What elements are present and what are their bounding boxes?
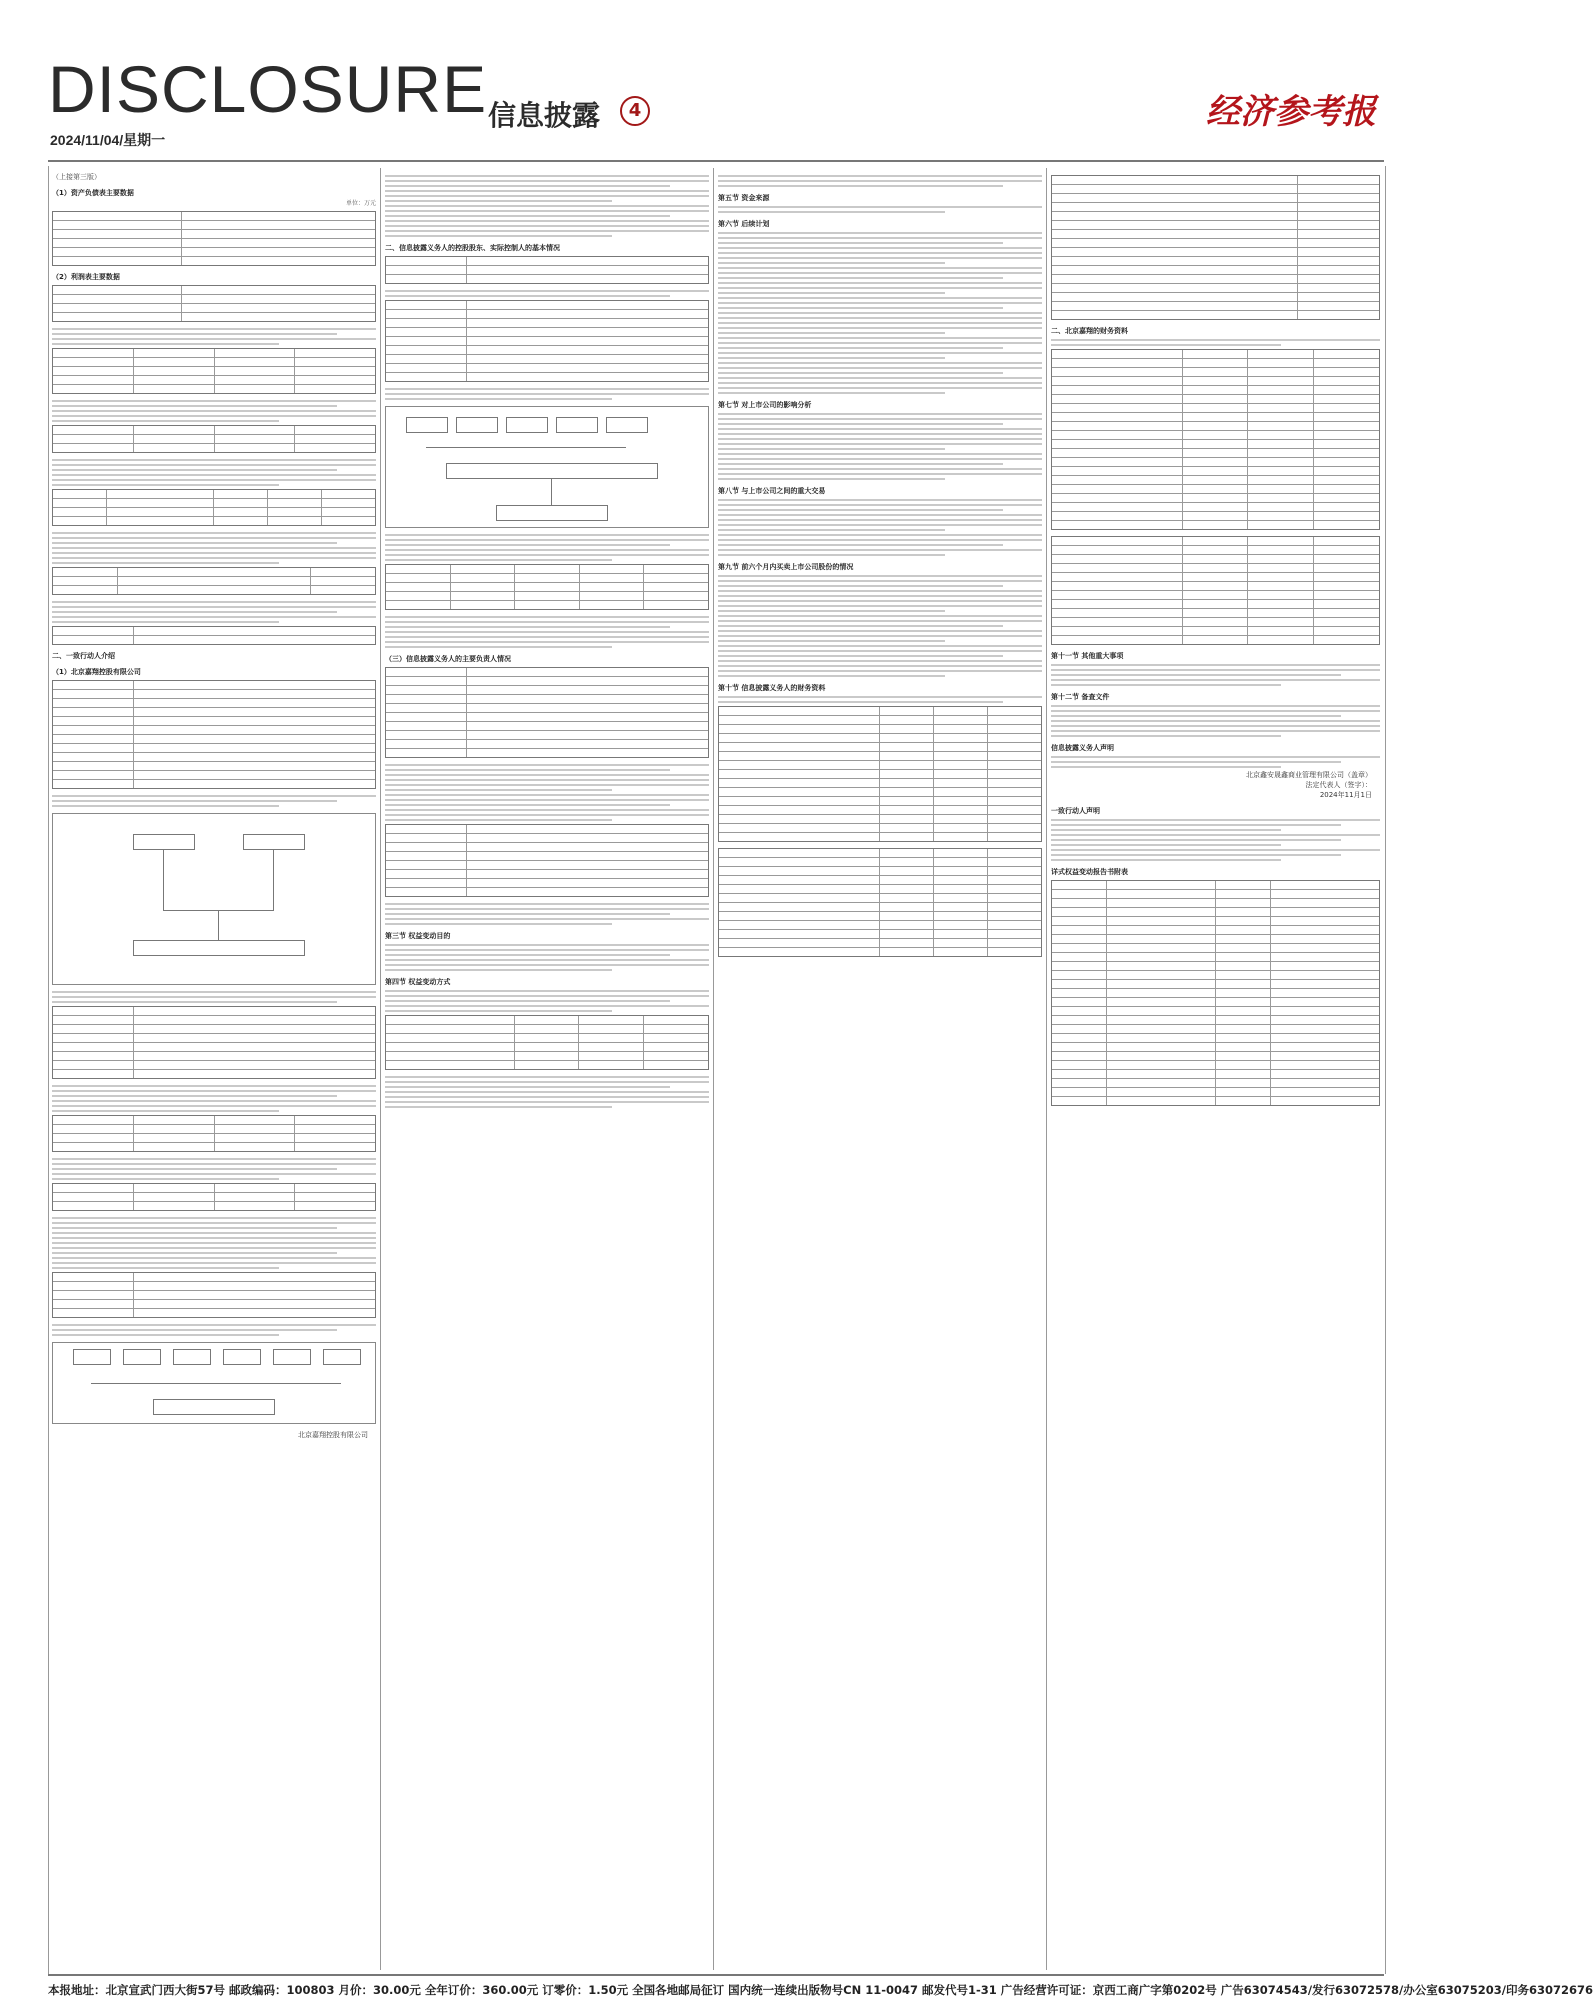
data-table	[1051, 536, 1380, 645]
ownership-chart	[52, 813, 376, 985]
column-divider	[1046, 168, 1047, 1970]
section-heading: 第三节 权益变动目的	[385, 932, 451, 940]
data-table	[52, 1006, 376, 1079]
page-number-badge: 4	[620, 96, 650, 126]
data-table	[52, 285, 376, 322]
column-2	[385, 172, 709, 1966]
section-heading: （2）利润表主要数据	[52, 273, 120, 281]
issue-date: 2024/11/04/星期一	[50, 132, 166, 148]
unit-label: 单位：万元	[345, 200, 376, 207]
data-table	[1051, 175, 1380, 320]
data-table	[718, 706, 1042, 842]
column-1	[52, 172, 376, 1966]
data-table	[52, 348, 376, 394]
data-table	[385, 824, 709, 897]
data-table	[718, 848, 1042, 957]
section-title: 信息披露	[488, 99, 601, 132]
data-table	[385, 564, 709, 610]
section-heading: 第六节 后续计划	[718, 220, 770, 228]
data-table	[52, 567, 376, 595]
masthead	[48, 52, 1384, 148]
data-table	[52, 680, 376, 789]
section-heading: 第十一节 其他重大事项	[1051, 652, 1124, 660]
signature-date: 2024年11月1日	[1319, 791, 1372, 799]
brand-title: DISCLOSURE	[48, 52, 488, 126]
section-heading: 第七节 对上市公司的影响分析	[718, 401, 812, 409]
footer-rule	[48, 1974, 1384, 1976]
section-heading: 第九节 前六个月内买卖上市公司股份的情况	[718, 563, 854, 571]
data-table	[385, 256, 709, 284]
data-table	[385, 300, 709, 382]
data-table	[1051, 349, 1380, 530]
section-heading: （1）资产负债表主要数据	[52, 189, 134, 197]
data-table	[385, 1015, 709, 1070]
signature-rep: 法定代表人（签字）：	[1305, 781, 1372, 789]
signature-company: 北京鑫安晟鑫商业管理有限公司（盖章）	[1246, 771, 1372, 779]
section-heading: 信息披露义务人声明	[1051, 744, 1114, 752]
column-3	[718, 172, 1042, 1966]
data-table	[52, 425, 376, 453]
section-heading: 第十二节 备查文件	[1051, 693, 1110, 701]
section-heading: 一致行动人声明	[1051, 807, 1100, 815]
data-table	[52, 1183, 376, 1211]
column-divider	[713, 168, 714, 1970]
data-table	[1051, 880, 1380, 1106]
column-divider	[380, 168, 381, 1970]
data-table	[52, 1272, 376, 1318]
ownership-chart	[52, 1342, 376, 1424]
column-4	[1051, 172, 1380, 1966]
data-table	[52, 1115, 376, 1152]
section-heading: 第十节 信息披露义务人的财务资料	[718, 684, 826, 692]
newspaper-logo: 经济参考报	[1206, 92, 1376, 132]
data-table	[52, 626, 376, 645]
subsection-heading: （1）北京嘉翔控股有限公司	[52, 668, 141, 676]
chart-caption: 北京嘉翔控股有限公司	[298, 1431, 368, 1439]
section-heading: 二、北京嘉翔的财务资料	[1051, 327, 1128, 335]
section-heading: 二、一致行动人介绍	[52, 652, 115, 660]
footer-info: 本报地址：北京宣武门西大街57号 邮政编码：100803 月价：30.00元 全年订价：360.00元 订零价：1.50元 全国各地邮局征订 国内统一连续出版物号CN 11-0047 邮发代号1-31 广告经营许可证：京西工商广字第0202号 广告63074543/发行63072578/办公室63075203/印务63072676	[48, 1983, 1593, 1997]
ownership-chart	[385, 406, 709, 528]
section-heading: 二、信息披露义务人的控股股东、实际控制人的基本情况	[385, 244, 560, 252]
data-table	[52, 489, 376, 526]
section-heading: 第四节 权益变动方式	[385, 978, 451, 986]
section-heading: （三）信息披露义务人的主要负责人情况	[385, 655, 511, 663]
section-heading: 第八节 与上市公司之间的重大交易	[718, 487, 826, 495]
section-heading: 第五节 资金来源	[718, 194, 770, 202]
data-table	[52, 211, 376, 266]
continuation-note: （上接第三版）	[52, 173, 101, 181]
masthead-rule	[48, 160, 1384, 162]
section-heading: 详式权益变动报告书附表	[1051, 868, 1128, 876]
data-table	[385, 667, 709, 758]
